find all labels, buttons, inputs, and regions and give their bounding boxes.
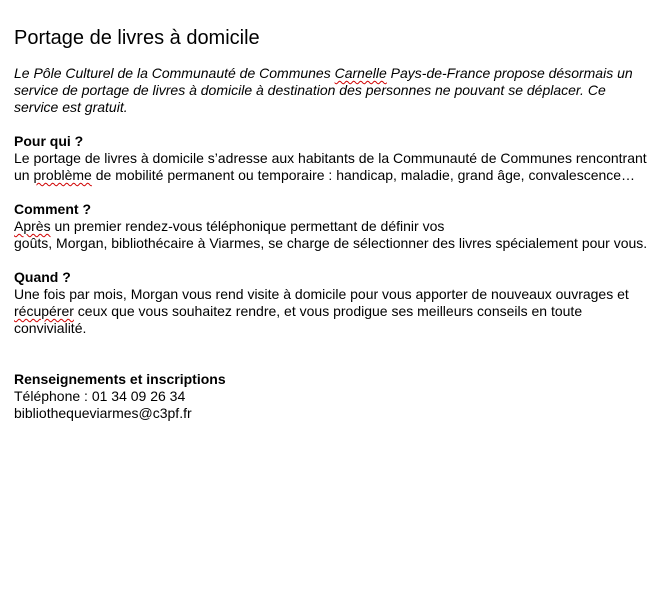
spellcheck-word-carnelle: Carnelle xyxy=(334,65,387,81)
comment-line-1-text: un premier rendez-vous téléphonique permettant de définir vos xyxy=(50,218,445,234)
spacer xyxy=(14,184,650,201)
pour-qui-text-2: de mobilité permanent ou temporaire : handicap, maladie, grand âge, convalescence… xyxy=(91,167,636,183)
quand-text-2: ceux que vous souhaitez rendre, et vous prodigue ses meilleurs conseils en toute convivialité. xyxy=(14,303,583,336)
pour-qui-heading: Pour qui ? xyxy=(14,133,84,149)
spacer xyxy=(14,337,650,371)
comment-line-1 xyxy=(14,218,650,235)
contact-phone: Téléphone : 01 34 09 26 34 xyxy=(14,388,186,404)
spellcheck-word-recuperer: récupérer xyxy=(14,303,74,319)
spacer xyxy=(14,116,650,133)
intro-text-2: Pays-de-France propose désormais un service de portage de livres à domicile à destination des personnes ne pouvant se déplacer. Ce service est gratuit. xyxy=(14,65,633,115)
contact-heading: Renseignements et inscriptions xyxy=(14,371,226,387)
spellcheck-word-probleme: problème xyxy=(33,167,92,183)
quand-heading: Quand ? xyxy=(14,269,71,285)
quand-paragraph xyxy=(14,286,650,337)
quand-text-1: Une fois par mois, Morgan vous rend visite à domicile pour vous apporter de nouveaux ouvrages et xyxy=(14,286,629,302)
comment-line-2: goûts, Morgan, bibliothécaire à Viarmes, se charge de sélectionner des livres spécialement pour vous. xyxy=(14,235,648,251)
pour-qui-text-1: Le portage de livres à domicile s’adresse aux habitants de la Communauté de Communes rencontrant un xyxy=(14,150,647,183)
spacer xyxy=(14,252,650,269)
document-title: Portage de livres à domicile xyxy=(14,27,260,49)
spellcheck-word-apres: Après xyxy=(14,218,51,234)
pour-qui-paragraph xyxy=(14,150,650,184)
comment-paragraph xyxy=(14,218,650,252)
intro-paragraph xyxy=(14,65,650,116)
intro-text-1: Le Pôle Culturel de la Communauté de Communes xyxy=(14,65,335,81)
comment-heading: Comment ? xyxy=(14,201,91,217)
contact-email: bibliothequeviarmes@c3pf.fr xyxy=(14,405,192,421)
